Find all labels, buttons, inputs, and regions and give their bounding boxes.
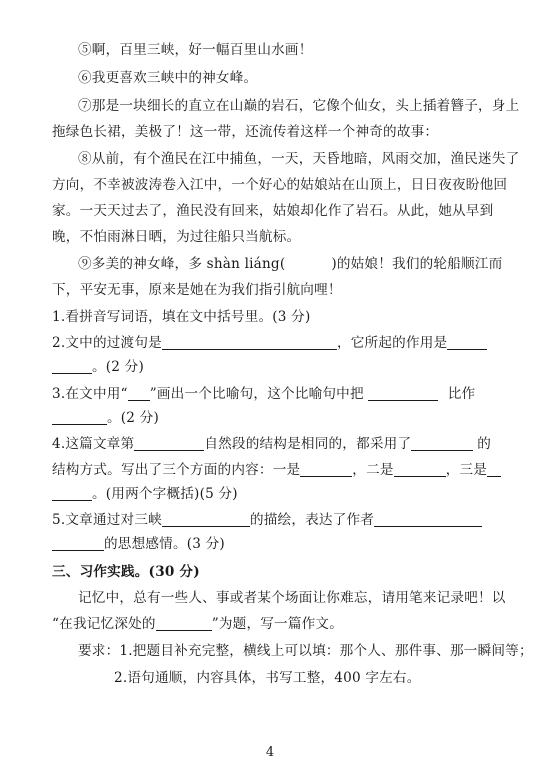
paragraph-8-line-3: 家。一天天过去了，渔民没有回来，姑娘却化作了岩石。从此，她从早到 xyxy=(52,203,494,219)
question-4-line-2 xyxy=(52,458,501,478)
answer-blank-structure[interactable] xyxy=(411,436,473,451)
paragraph-6: ⑥我更喜欢三峡中的神女峰。 xyxy=(78,70,258,86)
answer-blank-aspect-2[interactable] xyxy=(394,462,446,477)
paragraph-9-line-2: 下，平安无事，原来是她在为我们指引航向哩！ xyxy=(52,282,342,298)
paragraph-9-text-b: )的姑娘！我们的轮船顺江而 xyxy=(331,256,503,272)
answer-blank-feeling-2[interactable] xyxy=(52,536,104,551)
answer-blank-metaphor-object[interactable] xyxy=(52,410,107,425)
question-3-line-2 xyxy=(52,406,159,426)
answer-blank-function-2[interactable] xyxy=(52,359,92,374)
question-3-text-c: 比作 xyxy=(447,386,476,402)
paragraph-5: ⑤啊，百里三峡，好一幅百里山水画！ xyxy=(78,42,313,58)
essay-title-text-a: “在我记忆深处的 xyxy=(52,616,156,632)
mark-symbol-blank xyxy=(128,386,150,401)
question-4-text-c: 的 xyxy=(477,436,492,452)
section-3-line-1: 记忆中，总有一些人、事或者某个场面让你难忘，请用笔来记录吧！以 xyxy=(78,590,506,606)
section-3-title: 三、习作实践。(30 分) xyxy=(52,564,200,580)
question-5-line-1 xyxy=(52,508,482,528)
paragraph-9-line-1 xyxy=(78,252,502,272)
question-4-text-a: 4.这篇文章第 xyxy=(52,436,135,452)
question-4-line-3 xyxy=(52,482,238,502)
question-1: 1.看拼音写词语，填在文中括号里。(3 分) xyxy=(52,309,311,325)
question-2-text-b: ，它所起的作用是 xyxy=(336,335,448,351)
question-3-text-b: ”画出一个比喻句，这个比喻句中把 xyxy=(149,386,364,402)
requirement-2: 2.语句通顺，内容具体，书写工整，400 字左右。 xyxy=(114,670,421,686)
paragraph-8-line-2: 方向，不幸被波涛卷入江中，一个好心的姑娘站在山顶上，日日夜夜盼他回 xyxy=(52,177,508,193)
essay-title-blank[interactable] xyxy=(156,616,212,631)
question-3-points: 。(2 分) xyxy=(107,410,159,426)
pinyin-answer-bracket[interactable] xyxy=(285,257,331,271)
question-3-line-1 xyxy=(52,382,475,402)
paragraph-8-line-1: ⑧从前，有个渔民在江中捕鱼，一天，天昏地暗，风雨交加，渔民迷失了 xyxy=(78,151,520,167)
paragraph-7-line-1: ⑦那是一块细长的直立在山巅的岩石，它像个仙女，头上插着簪子，身上 xyxy=(78,98,520,114)
answer-blank-three-gorges[interactable] xyxy=(162,512,250,527)
requirement-1: 要求：1.把题目补充完整，横线上可以填：那个人、那件事、那一瞬间等； xyxy=(78,643,533,659)
page-number: 4 xyxy=(265,745,275,760)
question-5-text-b: 的描绘，表达了作者 xyxy=(249,512,375,528)
question-2-line-2 xyxy=(52,355,144,375)
paragraph-7-line-2: 拖绿色长裙，美极了！这一带，还流传着这样一个神奇的故事： xyxy=(52,124,439,140)
question-4-line-1 xyxy=(52,432,491,452)
question-4-text-d: 结构方式。写出了三个方面的内容：一是 xyxy=(52,462,301,478)
answer-blank-aspect-3a[interactable] xyxy=(487,462,501,477)
essay-title-text-b: ”为题，写一篇作文。 xyxy=(211,616,344,632)
question-4-points: 。(用两个字概括)(5 分) xyxy=(92,486,238,502)
answer-blank-aspect-1[interactable] xyxy=(300,462,352,477)
answer-blank-metaphor-subject[interactable] xyxy=(368,386,438,401)
section-3-line-2 xyxy=(52,612,343,632)
question-4-text-b: 自然段的结构是相同的，都采用了 xyxy=(204,436,412,452)
answer-blank-function-1[interactable] xyxy=(447,335,487,350)
question-2-text-a: 2.文中的过渡句是 xyxy=(52,335,162,351)
question-3-text-a: 3.在文中用“ xyxy=(52,386,128,402)
question-2-line-1 xyxy=(52,331,487,351)
question-5-text-a: 5.文章通过对三峡 xyxy=(52,512,162,528)
question-4-text-e: ，二是 xyxy=(352,462,394,478)
answer-blank-paragraphs[interactable] xyxy=(134,436,204,451)
question-4-text-f: ，三是 xyxy=(445,462,488,478)
paragraph-8-line-4: 晚，不怕雨淋日晒，为过往船只当航标。 xyxy=(52,229,301,245)
question-5-line-2 xyxy=(52,532,225,552)
paragraph-9-text-a: ⑨多美的神女峰，多 shàn liáng( xyxy=(78,256,286,272)
answer-blank-aspect-3b[interactable] xyxy=(52,486,92,501)
question-5-points: 的思想感情。(3 分) xyxy=(104,536,225,552)
question-2-points: 。(2 分) xyxy=(92,359,144,375)
answer-blank-transition-sentence[interactable] xyxy=(162,335,337,350)
answer-blank-feeling-1[interactable] xyxy=(374,512,482,527)
